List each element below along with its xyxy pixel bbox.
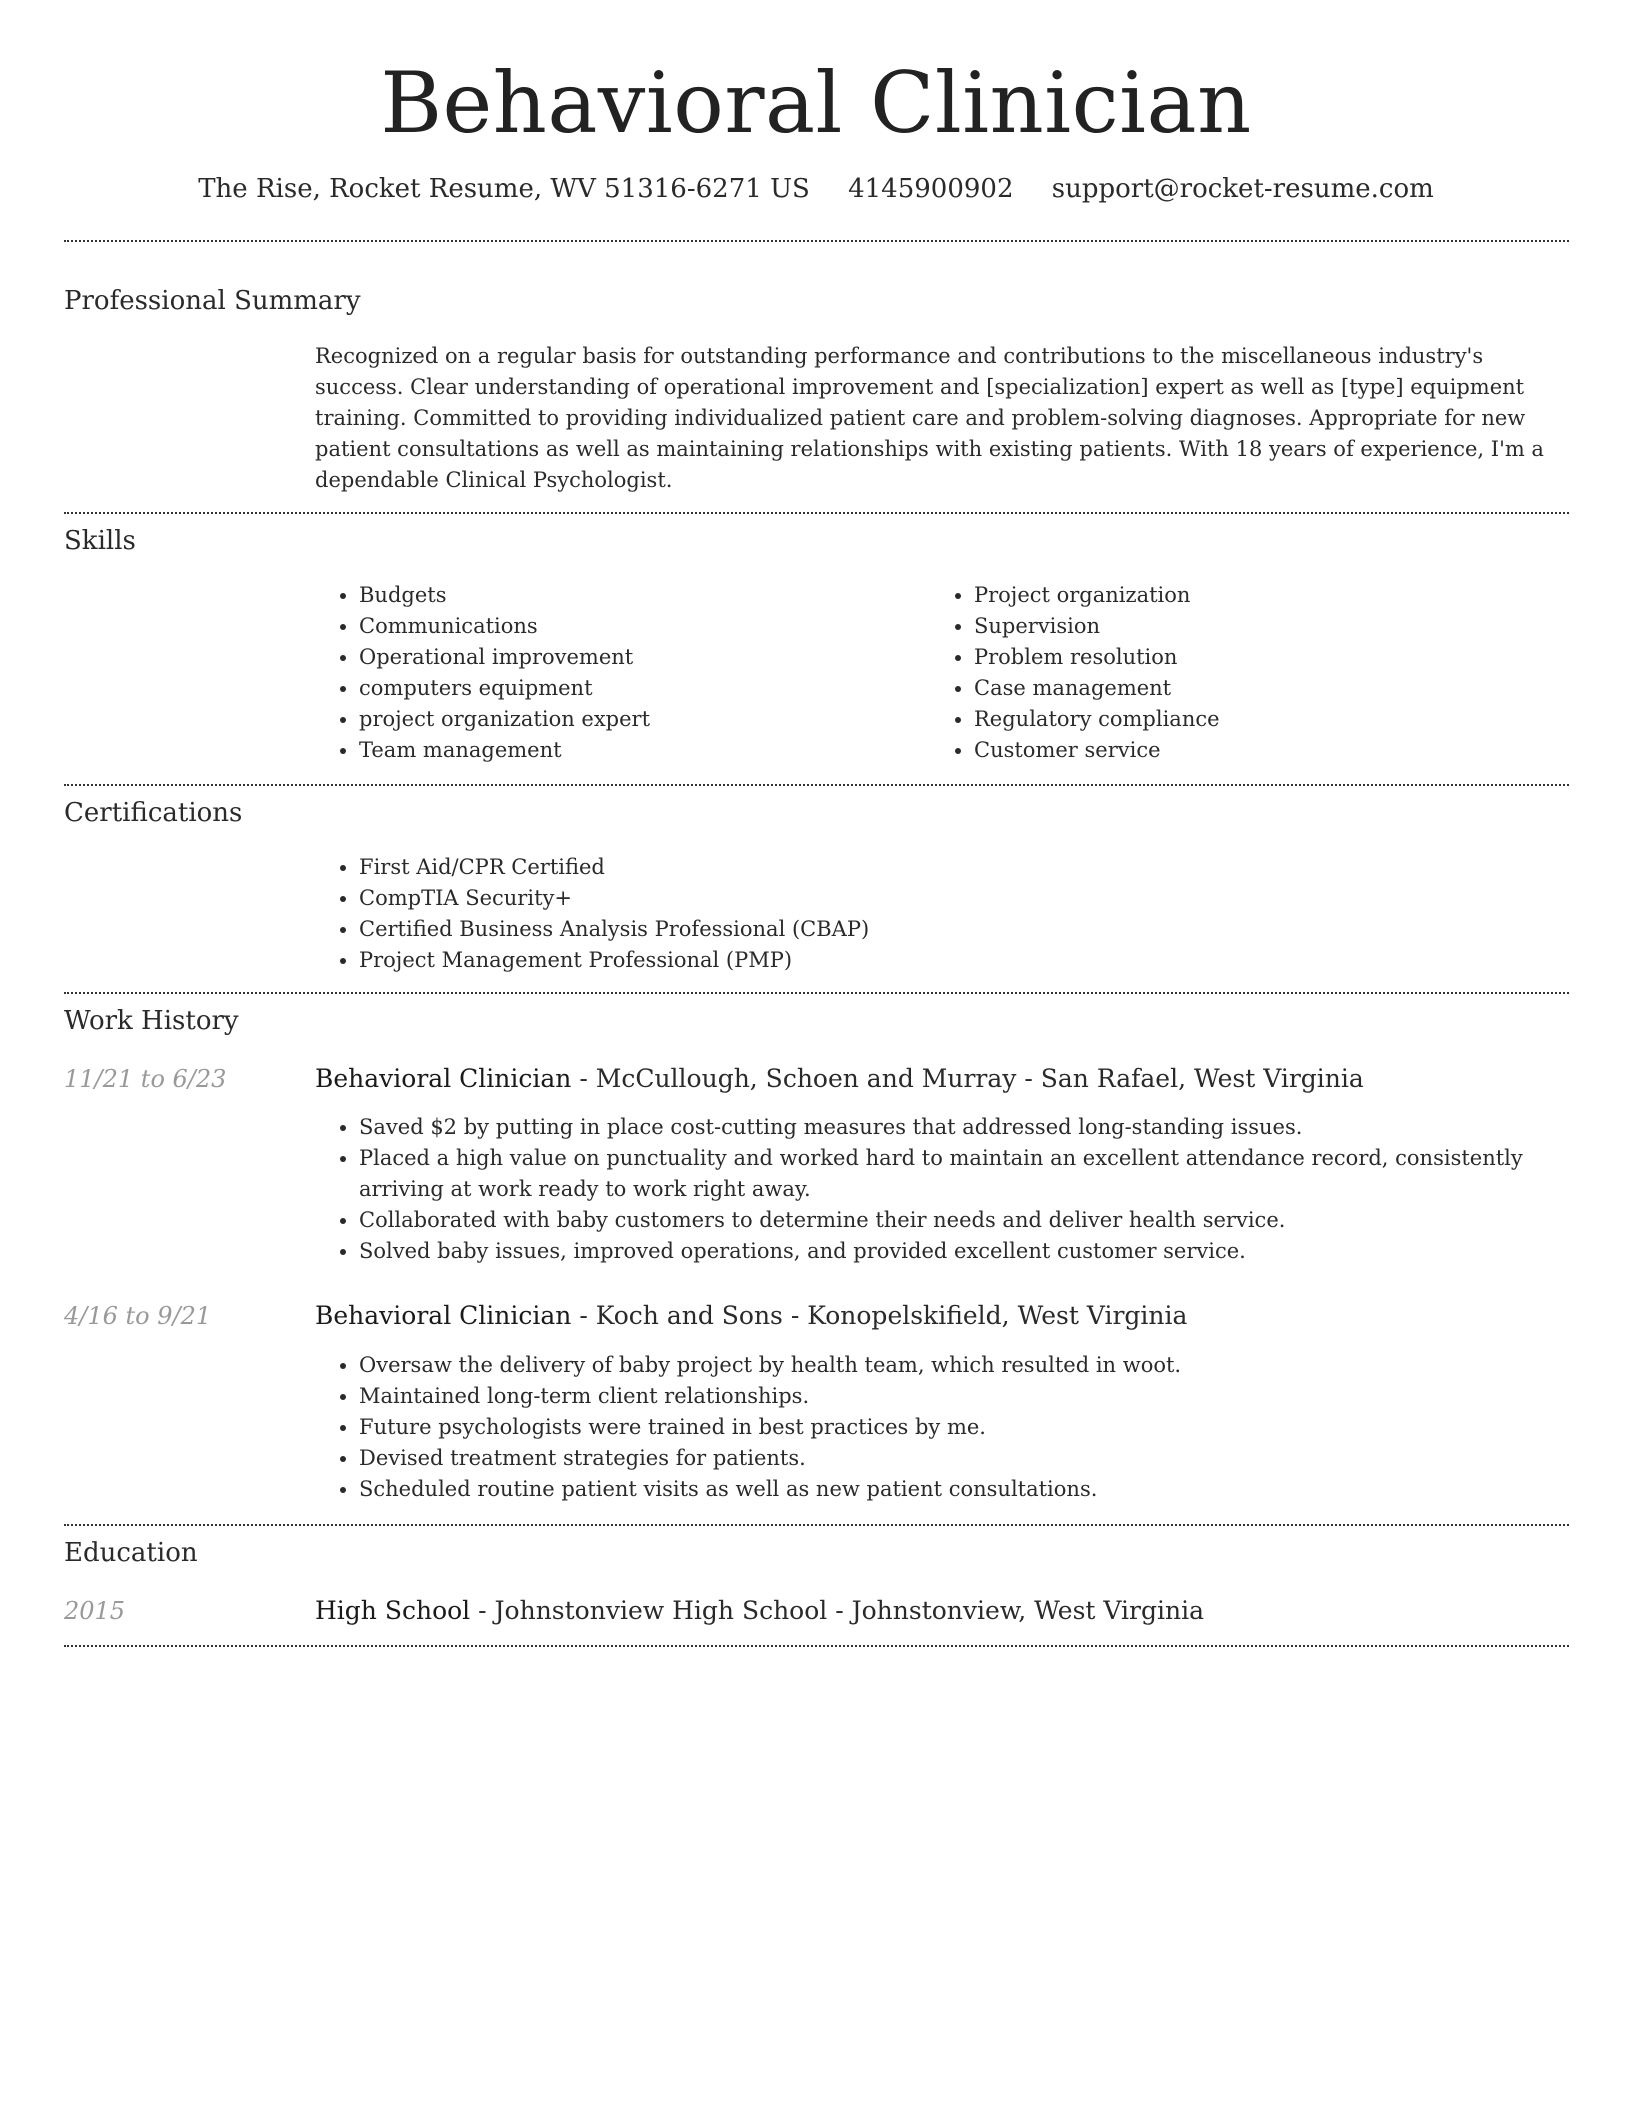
- certifications-list: [315, 852, 1559, 976]
- contact-phone: 4145900902: [848, 174, 1014, 204]
- list-item: • Devised treatment strategies for patients.: [359, 1443, 1609, 1474]
- list-item: • Collaborated with baby customers to determine their needs and deliver health service.: [359, 1205, 1609, 1236]
- list-item: • project organization expert: [359, 704, 919, 735]
- list-item: • Scheduled routine patient visits as well as new patient consultations.: [359, 1474, 1609, 1505]
- skills-heading: Skills: [64, 526, 136, 556]
- list-item: • Regulatory compliance: [974, 704, 1574, 735]
- list-item: • Solved baby issues, improved operations, and provided excellent customer service.: [359, 1236, 1609, 1267]
- list-item: • Customer service: [974, 735, 1574, 766]
- list-item: • CompTIA Security+: [359, 883, 1559, 914]
- certifications-heading: Certifications: [64, 798, 243, 828]
- list-item: • Oversaw the delivery of baby project by health team, which resulted in woot.: [359, 1350, 1609, 1381]
- contact-email: support@rocket-resume.com: [1051, 174, 1434, 204]
- job-employer: - Koch and Sons - Konopelskifield, West Virginia: [571, 1301, 1188, 1330]
- divider: [64, 1645, 1569, 1647]
- contact-line: [0, 172, 1632, 206]
- education-heading: Education: [64, 1538, 198, 1568]
- divider: [64, 784, 1569, 786]
- job-dates: 4/16 to 9/21: [64, 1302, 212, 1330]
- list-item: • Case management: [974, 673, 1574, 704]
- job-dates: 11/21 to 6/23: [64, 1065, 227, 1093]
- candidate-name: Behavioral Clinician: [380, 54, 1252, 152]
- summary-heading: Professional Summary: [64, 286, 361, 316]
- divider: [64, 992, 1569, 994]
- list-item: • Budgets: [359, 580, 919, 611]
- list-item: • Project Management Professional (PMP): [359, 945, 1559, 976]
- work-history-heading: Work History: [64, 1006, 239, 1036]
- divider: [64, 1524, 1569, 1526]
- skills-list-right: [930, 580, 1574, 766]
- list-item: • computers equipment: [359, 673, 919, 704]
- list-item: • Maintained long-term client relationships.: [359, 1381, 1609, 1412]
- list-item: • First Aid/CPR Certified: [359, 852, 1559, 883]
- education-year: 2015: [64, 1597, 126, 1625]
- list-item: • Communications: [359, 611, 919, 642]
- job-bullets: [315, 1350, 1609, 1505]
- education-heading-line: [315, 1595, 1565, 1627]
- job-employer: - McCullough, Schoen and Murray - San Rafael, West Virginia: [571, 1064, 1364, 1093]
- education-school: - Johnstonview High School - Johnstonview, West Virginia: [470, 1596, 1204, 1625]
- list-item: • Problem resolution: [974, 642, 1574, 673]
- divider: [64, 240, 1569, 242]
- summary-text: Recognized on a regular basis for outstanding performance and contributions to the miscellaneous industry's success. Clear understanding of operational improvement and [specialization] expert as well as [type] equipment training. Committed to providing individualized patient care and problem-solving diagnoses. Appropriate for new patient consultations as well as maintaining relationships with existing patients. With 18 years of experience, I'm a dependable Clinical Psychologist.: [315, 344, 1544, 492]
- job-bullets: [315, 1112, 1609, 1267]
- list-item: • Operational improvement: [359, 642, 919, 673]
- education-degree: High School: [315, 1596, 471, 1625]
- divider: [64, 512, 1569, 514]
- list-item: • Placed a high value on punctuality and worked hard to maintain an excellent attendance record, consistently arriving at work ready to work right away.: [359, 1143, 1609, 1205]
- job-heading: [315, 1300, 1565, 1332]
- list-item: • Certified Business Analysis Professional (CBAP): [359, 914, 1559, 945]
- list-item: • Future psychologists were trained in best practices by me.: [359, 1412, 1609, 1443]
- job-title: Behavioral Clinician: [315, 1301, 572, 1330]
- skills-list-left: [315, 580, 919, 766]
- list-item: • Team management: [359, 735, 919, 766]
- contact-address: The Rise, Rocket Resume, WV 51316-6271 US: [198, 174, 810, 204]
- list-item: • Supervision: [974, 611, 1574, 642]
- job-heading: [315, 1063, 1565, 1095]
- list-item: • Saved $2 by putting in place cost-cutting measures that addressed long-standing issues.: [359, 1112, 1609, 1143]
- list-item: • Project organization: [974, 580, 1574, 611]
- job-title: Behavioral Clinician: [315, 1064, 572, 1093]
